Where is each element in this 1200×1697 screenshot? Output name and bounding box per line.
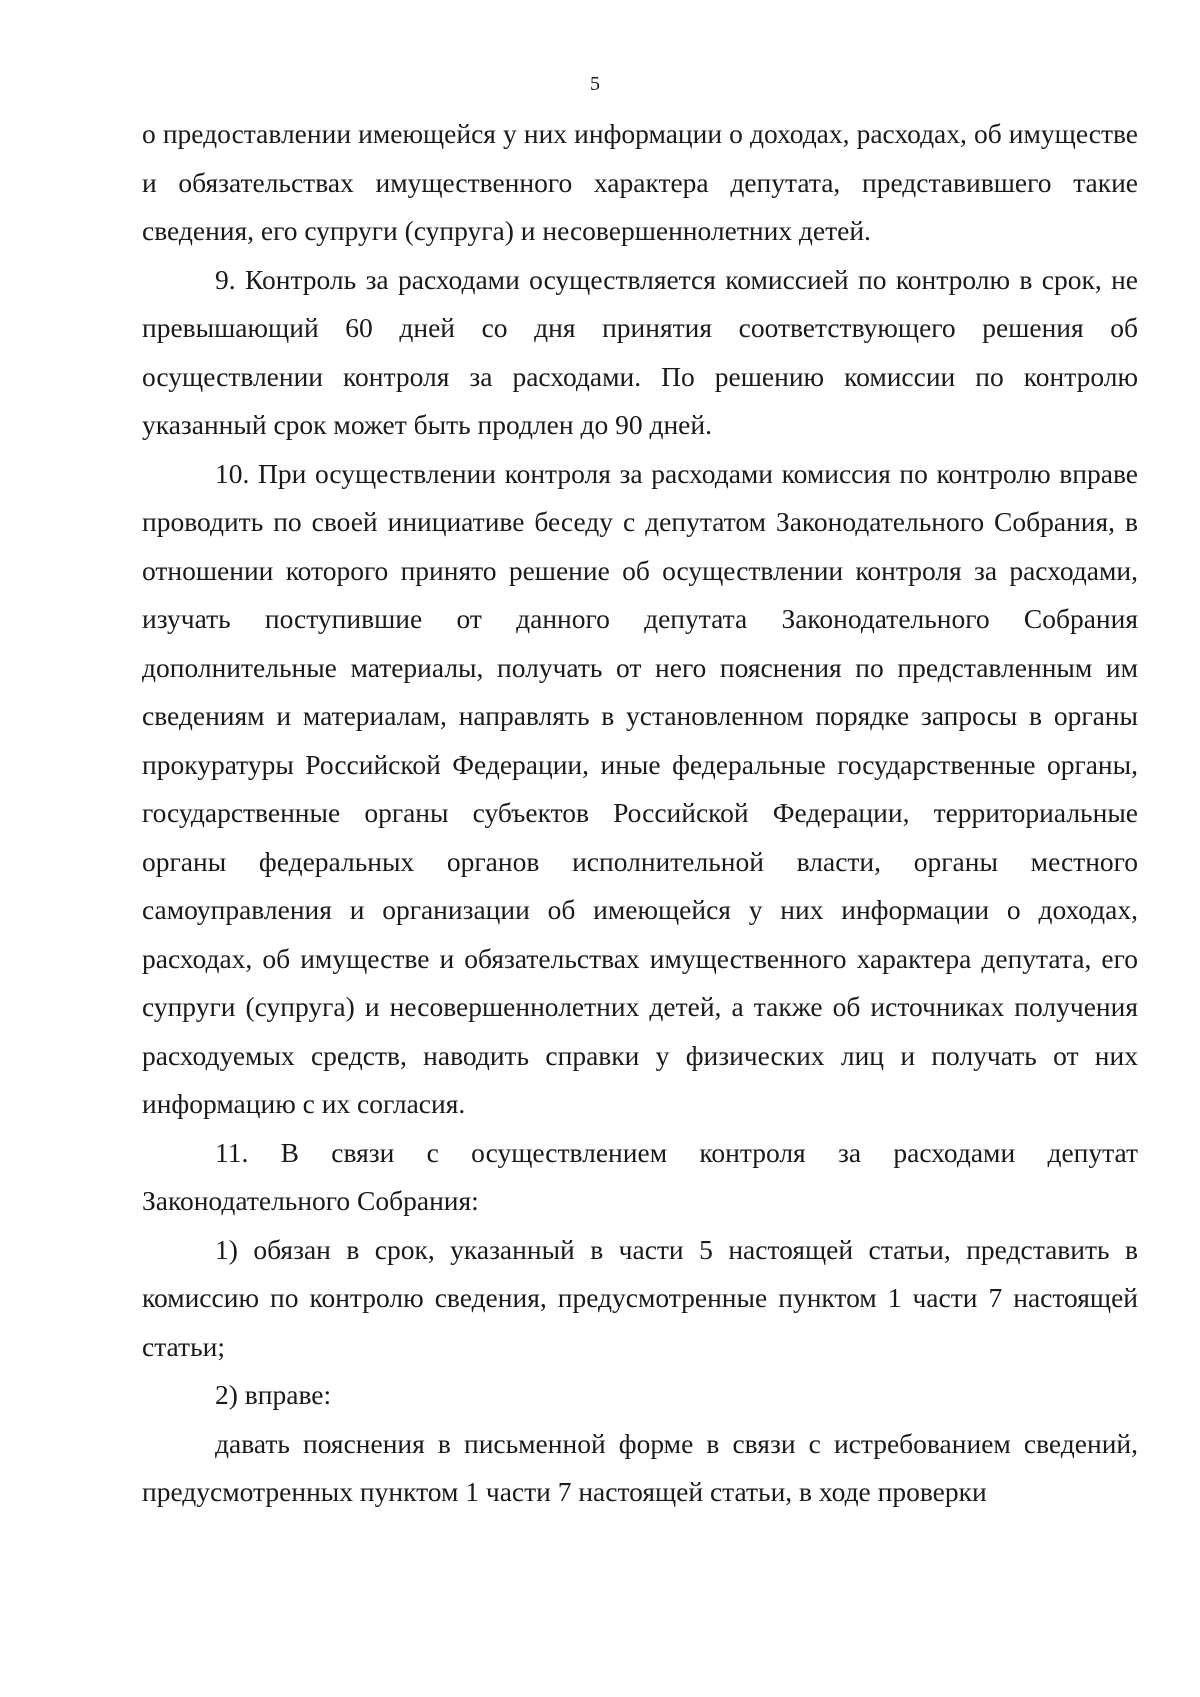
paragraph-explanations: давать пояснения в письменной форме в связи с истребованием сведений, предусмотренных пунктом 1 части 7 настоящей статьи, в ходе проверки [142,1427,1138,1507]
paragraph-continuation: о предоставлении имеющейся у них информации о доходах, расходах, об имуществе и обязательствах имущественного характера депутата, представившего такие сведения, его супруги (супруга) и несовершеннолетних детей. [142,118,1138,246]
paragraph-item-10: 10. При осуществлении контроля за расходами комиссия по контролю вправе проводить по своей инициативе беседу с депутатом Законодательного Собрания, в отношении которого принято решение об осуществлении контроля за расходами, изучать поступившие от данного депутата Законодательного Собрания дополнительные материалы, получать от него пояснения по представленным им сведениям и материалам, направлять в установленном порядке запросы в органы прокуратуры Российской Федерации, иные федеральные государственные органы, государственные органы субъектов Российской Федерации, территориальные органы федеральных органов исполнительной власти, органы местного самоуправления и организации об имеющейся у них информации о доходах, расходах, об имуществе и обязательствах имущественного характера депутата, его супруги (супруга) и несовершеннолетних детей, а также об источниках получения расходуемых средств, наводить справки у физических лиц и получать от них информацию с их согласия. [142,457,1138,1119]
paragraph-subitem-2: 2) вправе: [215,1379,332,1410]
document-body [142,110,1138,1517]
paragraph-item-11: 11. В связи с осуществлением контроля за расходами депутат Законодательного Собрания: [142,1136,1138,1216]
page-number: 5 [590,73,600,95]
paragraph-item-9: 9. Контроль за расходами осуществляется комиссией по контролю в срок, не превышающий 60 дней со дня принятия соответствующего решения об осуществлении контроля за расходами. По решению комиссии по контролю указанный срок может быть продлен до 90 дней. [142,263,1138,440]
paragraph-subitem-1: 1) обязан в срок, указанный в части 5 настоящей статьи, представить в комиссию по контролю сведения, предусмотренные пунктом 1 части 7 настоящей статьи; [142,1233,1138,1362]
